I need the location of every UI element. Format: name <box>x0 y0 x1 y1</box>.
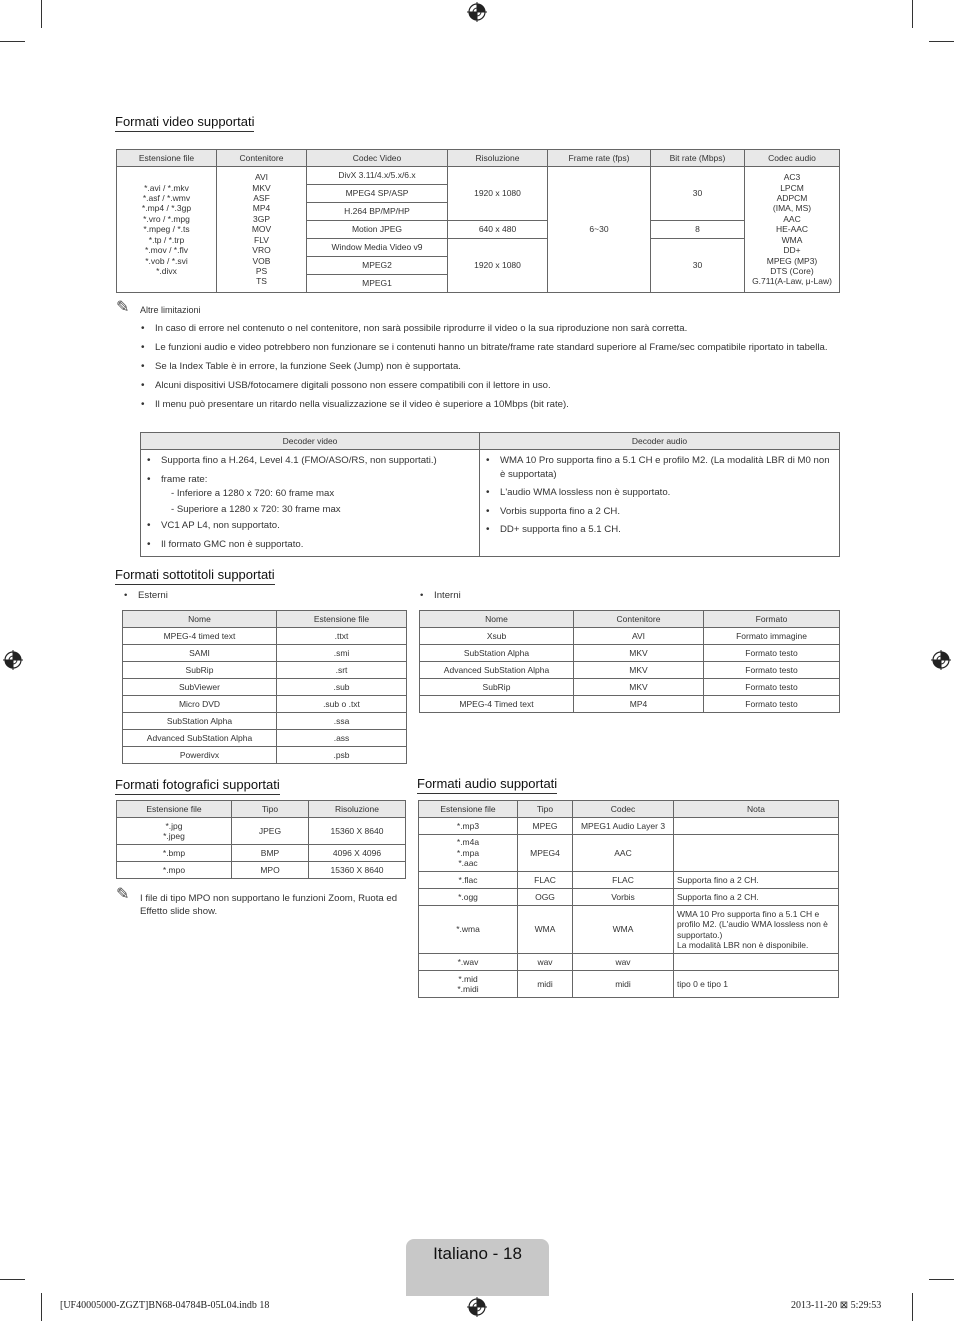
table-cell: MPEG4 <box>518 835 573 872</box>
audio-header-cell: Tipo <box>518 801 573 818</box>
table-cell: MPEG-4 Timed text <box>420 696 574 713</box>
video-header-cell: Codec Video <box>307 150 448 167</box>
table-cell: WMA <box>518 906 573 954</box>
registration-mark-icon <box>467 1297 487 1317</box>
table-cell: MPEG1 Audio Layer 3 <box>573 818 674 835</box>
table-row <box>123 713 407 730</box>
table-cell: JPEG <box>232 818 309 845</box>
list-item: • L'audio WMA lossless non è supportato. <box>486 486 833 500</box>
video-header-cell: Estensione file <box>117 150 217 167</box>
table-cell: Powerdivx <box>123 747 277 764</box>
page-number-tab <box>406 1239 549 1296</box>
internal-header-cell: Nome <box>420 611 574 628</box>
video-header-cell: Frame rate (fps) <box>548 150 651 167</box>
table-cell: Formato testo <box>704 662 840 679</box>
photo-note: I file di tipo MPO non supportano le funzioni Zoom, Ruota ed Effetto slide show. <box>140 893 398 917</box>
video-codec-cell: MPEG2 <box>307 257 448 275</box>
table-row <box>420 662 840 679</box>
photo-header-cell: Tipo <box>232 801 309 818</box>
crop-mark <box>912 0 913 28</box>
sub-line: - Inferiore a 1280 x 720: 60 frame max <box>171 488 335 499</box>
external-header-cell: Nome <box>123 611 277 628</box>
list-item-text: frame rate: <box>161 473 208 485</box>
registration-mark-icon <box>3 650 23 670</box>
list-item: • Il formato GMC non è supportato. <box>147 538 473 552</box>
table-cell: FLAC <box>573 872 674 889</box>
limits-label: Altre limitazioni <box>140 305 201 315</box>
list-item: • VC1 AP L4, non supportato. <box>147 519 473 533</box>
table-row <box>123 696 407 713</box>
extension-line: *.mp4 / *.3gp <box>141 203 192 214</box>
extension-line: *.mov / *.flv <box>145 245 188 256</box>
table-cell: *.m4a *.mpa *.aac <box>419 835 518 872</box>
video-extensions-cell <box>117 167 217 293</box>
table-cell: Micro DVD <box>123 696 277 713</box>
table-row <box>123 730 407 747</box>
external-label: • Esterni <box>124 590 168 601</box>
extension-line: *.vob / *.svi <box>145 255 188 266</box>
table-row <box>420 628 840 645</box>
video-resolution-cell: 640 x 480 <box>448 221 548 239</box>
table-cell: .psb <box>277 747 407 764</box>
table-row <box>123 747 407 764</box>
list-item: • Il menu può presentare un ritardo nella visualizzazione se il video è superiore a 10Mbps (bit rate). <box>141 398 831 412</box>
table-cell: MPEG-4 timed text <box>123 628 277 645</box>
internal-subtitles-table <box>419 610 840 713</box>
table-row <box>419 835 839 872</box>
table-cell: SubViewer <box>123 679 277 696</box>
audio-codec-line: G.711(A-Law, μ-Law) <box>752 276 832 287</box>
decoder-audio-cell <box>480 450 840 557</box>
external-subtitles-table <box>122 610 407 764</box>
table-row <box>419 889 839 906</box>
subtitles-section-title: Formati sottotitoli supportati <box>115 567 275 585</box>
table-cell: Formato immagine <box>704 628 840 645</box>
footer-timestamp: 2013-11-20 ⊠ 5:29:53 <box>791 1300 882 1311</box>
container-line: 3GP <box>252 213 270 224</box>
video-codec-cell: DivX 3.11/4.x/5.x/6.x <box>307 167 448 185</box>
table-row <box>420 645 840 662</box>
decoder-audio-header: Decoder audio <box>480 433 840 450</box>
table-cell <box>674 954 839 971</box>
video-codec-cell: H.264 BP/MP/HP <box>307 203 448 221</box>
video-bitrate-cell: 30 <box>651 239 745 293</box>
registration-mark-icon <box>467 2 487 22</box>
table-cell: Formato testo <box>704 696 840 713</box>
table-cell: *.mid *.midi <box>419 971 518 998</box>
table-row <box>419 954 839 971</box>
internal-label-text: Interni <box>434 590 461 601</box>
table-cell: .sub o .txt <box>277 696 407 713</box>
external-label-text: Esterni <box>138 590 168 601</box>
decoder-video-header: Decoder video <box>141 433 480 450</box>
limits-list <box>141 322 831 417</box>
audio-codec-line: AC3 <box>783 172 801 183</box>
container-line: VRO <box>252 245 271 256</box>
container-line: PS <box>255 265 268 276</box>
audio-header-cell: Codec <box>573 801 674 818</box>
table-cell: Advanced SubStation Alpha <box>123 730 277 747</box>
extension-line: *.asf / *.wmv <box>142 193 191 204</box>
video-bitrate-cell: 30 <box>651 167 745 221</box>
crop-mark <box>929 1279 954 1280</box>
table-cell: .srt <box>277 662 407 679</box>
registration-mark-icon <box>931 650 951 670</box>
table-cell: .ssa <box>277 713 407 730</box>
video-resolution-cell: 1920 x 1080 <box>448 167 548 221</box>
pencil-note-icon: ✎ <box>116 297 130 316</box>
table-cell: .ass <box>277 730 407 747</box>
list-item: • DD+ supporta fino a 5.1 CH. <box>486 523 833 537</box>
table-cell: MKV <box>574 645 704 662</box>
video-codec-cell: Window Media Video v9 <box>307 239 448 257</box>
audio-section-title: Formati audio supportati <box>417 776 557 794</box>
internal-label: • Interni <box>420 590 461 601</box>
crop-mark <box>0 1279 25 1280</box>
table-row <box>419 872 839 889</box>
audio-formats-table <box>418 800 839 998</box>
video-header-cell: Bit rate (Mbps) <box>651 150 745 167</box>
table-cell: AVI <box>574 628 704 645</box>
table-cell: Advanced SubStation Alpha <box>420 662 574 679</box>
page-number-label: Italiano - 18 <box>433 1244 522 1263</box>
table-cell: *.wav <box>419 954 518 971</box>
table-row <box>420 679 840 696</box>
table-cell: WMA 10 Pro supporta fino a 5.1 CH e profilo M2. (L'audio WMA lossless non è supportato.) La modalità LBR non è disponibile. <box>674 906 839 954</box>
table-cell: SubRip <box>420 679 574 696</box>
video-bitrate-cell: 8 <box>651 221 745 239</box>
photo-header-cell: Risoluzione <box>309 801 406 818</box>
pencil-note-icon: ✎ <box>116 884 130 903</box>
table-cell: *.bmp <box>117 845 232 862</box>
container-line: AVI <box>254 172 269 183</box>
decoder-table <box>140 432 840 557</box>
table-cell: SubStation Alpha <box>123 713 277 730</box>
table-cell <box>674 835 839 872</box>
video-codec-cell: Motion JPEG <box>307 221 448 239</box>
table-cell: WMA <box>573 906 674 954</box>
sub-line: - Superiore a 1280 x 720: 30 frame max <box>171 503 341 515</box>
extension-line: *.divx <box>156 265 177 276</box>
container-line: MP4 <box>252 203 271 214</box>
list-item: • Alcuni dispositivi USB/fotocamere digitali possono non essere compatibili con il lettore in uso. <box>141 379 831 393</box>
internal-header-cell: Formato <box>704 611 840 628</box>
crop-mark <box>929 41 954 42</box>
video-codec-cell: MPEG1 <box>307 275 448 293</box>
table-cell: Vorbis <box>573 889 674 906</box>
table-cell: *.mp3 <box>419 818 518 835</box>
table-cell: Supporta fino a 2 CH. <box>674 889 839 906</box>
table-cell: *.wma <box>419 906 518 954</box>
table-cell: midi <box>518 971 573 998</box>
video-section-title: Formati video supportati <box>115 114 254 132</box>
crop-mark <box>912 1293 913 1321</box>
table-row <box>419 971 839 998</box>
audio-codec-line: DD+ <box>783 245 801 256</box>
table-row <box>123 679 407 696</box>
video-containers-cell <box>217 167 307 293</box>
table-cell: *.ogg <box>419 889 518 906</box>
video-codec-cell: MPEG4 SP/ASP <box>307 185 448 203</box>
table-cell <box>674 818 839 835</box>
table-cell: BMP <box>232 845 309 862</box>
video-header-cell: Risoluzione <box>448 150 548 167</box>
table-cell: .ttxt <box>277 628 407 645</box>
audio-codec-line: MPEG (MP3) <box>766 255 818 266</box>
audio-codec-line: ADPCM <box>776 193 808 204</box>
table-cell: wav <box>573 954 674 971</box>
table-row <box>419 818 839 835</box>
table-cell: MPEG <box>518 818 573 835</box>
decoder-video-cell <box>141 450 480 557</box>
crop-mark <box>41 1293 42 1321</box>
table-cell: 4096 X 4096 <box>309 845 406 862</box>
list-item: • Le funzioni audio e video potrebbero non funzionare se i contenuti hanno un bitrate/frame rate standard superiore al Frame/sec compatibile riportato in tabella. <box>141 341 831 355</box>
table-cell: 15360 X 8640 <box>309 862 406 879</box>
photo-formats-table <box>116 800 406 879</box>
table-cell: FLAC <box>518 872 573 889</box>
table-cell: .smi <box>277 645 407 662</box>
video-resolution-cell: 1920 x 1080 <box>448 239 548 293</box>
table-cell: *.flac <box>419 872 518 889</box>
table-row <box>419 906 839 954</box>
table-cell: SubStation Alpha <box>420 645 574 662</box>
container-line: TS <box>256 276 267 287</box>
table-row <box>117 845 406 862</box>
crop-mark <box>41 0 42 28</box>
list-item: • Se la Index Table è in errore, la funzione Seek (Jump) non è supportata. <box>141 360 831 374</box>
table-cell: 15360 X 8640 <box>309 818 406 845</box>
table-cell: *.jpg *.jpeg <box>117 818 232 845</box>
table-row <box>123 662 407 679</box>
table-cell: *.mpo <box>117 862 232 879</box>
video-header-cell: Codec audio <box>745 150 840 167</box>
crop-mark <box>0 41 25 42</box>
video-formats-table <box>116 149 840 293</box>
table-cell: Xsub <box>420 628 574 645</box>
table-cell: MKV <box>574 679 704 696</box>
photo-section-title: Formati fotografici supportati <box>115 777 280 795</box>
audio-codec-line: AAC <box>783 213 801 224</box>
table-cell: .sub <box>277 679 407 696</box>
table-cell: AAC <box>573 835 674 872</box>
table-cell: midi <box>573 971 674 998</box>
table-cell: MPO <box>232 862 309 879</box>
external-header-cell: Estensione file <box>277 611 407 628</box>
table-row <box>420 696 840 713</box>
container-line: ASF <box>253 193 270 204</box>
audio-codec-line: HE-AAC <box>775 224 809 235</box>
container-line: FLV <box>254 234 269 245</box>
table-cell: Formato testo <box>704 645 840 662</box>
audio-codec-line: LPCM <box>780 182 804 193</box>
audio-header-cell: Estensione file <box>419 801 518 818</box>
table-row <box>123 645 407 662</box>
extension-line: *.vro / *.mpg <box>143 213 190 224</box>
audio-header-cell: Nota <box>674 801 839 818</box>
list-item: • In caso di errore nel contenuto o nel contenitore, non sarà possibile riprodurre il video o la sua riproduzione non sarà corretta. <box>141 322 831 336</box>
video-framerate-cell: 6~30 <box>548 167 651 293</box>
table-cell: wav <box>518 954 573 971</box>
extension-line: *.mpeg / *.ts <box>143 224 190 235</box>
table-cell: Formato testo <box>704 679 840 696</box>
list-item: • WMA 10 Pro supporta fino a 5.1 CH e profilo M2. (La modalità LBR di M0 non è supportata) <box>486 454 833 481</box>
audio-codec-line: (IMA, MS) <box>772 203 812 214</box>
table-cell: MKV <box>574 662 704 679</box>
table-row <box>117 818 406 845</box>
video-header-cell: Contenitore <box>217 150 307 167</box>
video-audio-codecs-cell <box>745 167 840 293</box>
audio-codec-line: DTS (Core) <box>770 265 814 276</box>
table-cell: OGG <box>518 889 573 906</box>
table-row <box>123 628 407 645</box>
container-line: VOB <box>252 255 271 266</box>
photo-header-cell: Estensione file <box>117 801 232 818</box>
table-row <box>117 862 406 879</box>
list-item: • Supporta fino a H.264, Level 4.1 (FMO/ASO/RS, non supportati.) <box>147 454 473 468</box>
extension-line: *.avi / *.mkv <box>144 182 189 193</box>
extension-line: *.tp / *.trp <box>148 234 185 245</box>
container-line: MOV <box>251 224 272 235</box>
footer-file-info: [UF40005000-ZGZT]BN68-04784B-05L04.indb 18 <box>60 1300 270 1311</box>
list-item: • Vorbis supporta fino a 2 CH. <box>486 505 833 519</box>
table-cell: MP4 <box>574 696 704 713</box>
list-item <box>147 473 473 518</box>
table-cell: SAMI <box>123 645 277 662</box>
table-cell: SubRip <box>123 662 277 679</box>
container-line: MKV <box>252 182 271 193</box>
internal-header-cell: Contenitore <box>574 611 704 628</box>
table-cell: Supporta fino a 2 CH. <box>674 872 839 889</box>
table-cell: tipo 0 e tipo 1 <box>674 971 839 998</box>
audio-codec-line: WMA <box>781 234 803 245</box>
